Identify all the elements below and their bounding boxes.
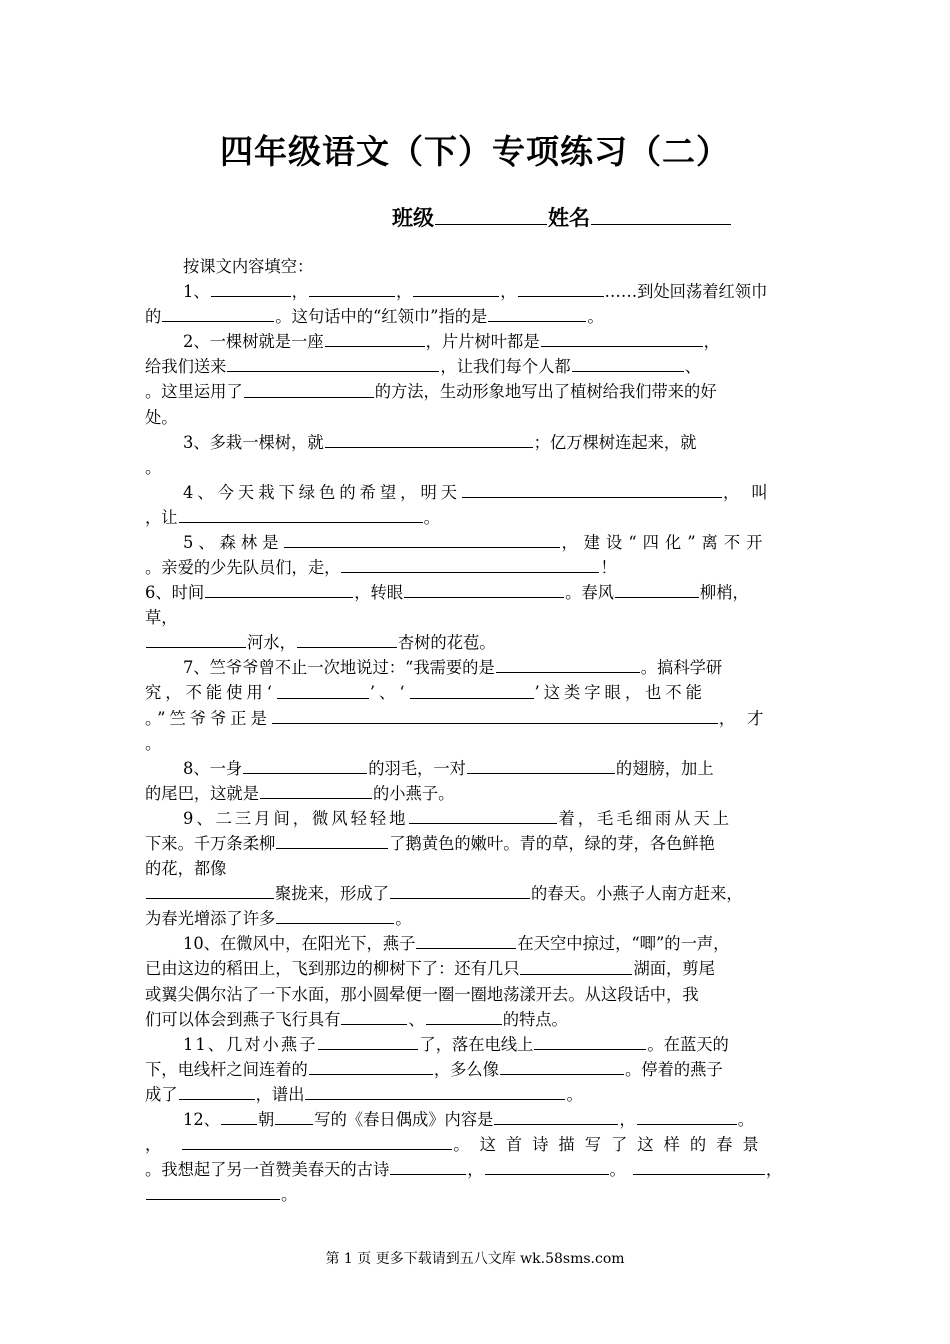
blank[interactable] [146,881,274,899]
question-10-cont: 们可以体会到燕子飞行具有 、 的特点。 [145,1007,807,1032]
blank[interactable] [416,931,516,949]
blank[interactable] [485,1157,609,1175]
question-8-cont: 的尾巴，这就是 的小燕子。 [145,781,807,806]
question-9-cont: 为春光增添了许多 。 [145,906,807,931]
blank[interactable] [426,1007,502,1025]
blank[interactable] [272,706,718,724]
blank[interactable] [488,304,586,322]
blank[interactable] [162,304,274,322]
blank[interactable] [243,756,367,774]
blank[interactable] [318,1032,418,1050]
class-label: 班级 [392,206,434,231]
name-blank[interactable] [591,202,731,225]
question-9-cont: 的花，都像 [145,859,227,879]
blank[interactable] [518,279,604,297]
question-9-cont: 下来。千万条柔柳 了鹅黄色的嫩叶。青的草，绿的芽，各色鲜艳 [145,831,807,856]
question-3: 3、多栽一棵树，就 ；亿万棵树连起来，就 [145,430,807,455]
question-6-cont: 草， [145,608,178,628]
blank[interactable] [325,329,425,347]
question-7-cont: 。 [145,733,162,753]
question-3-cont: 。 [145,457,162,477]
question-9-cont: 聚拢来，形成了 的春天。小燕子人南方赶来， [145,881,807,906]
blank[interactable] [500,1057,624,1075]
blank[interactable] [227,354,439,372]
blank[interactable] [637,1107,737,1125]
class-blank[interactable] [435,202,547,225]
question-12: 12、 朝 写的《春日偶成》内容是 ， 。 [145,1107,807,1132]
question-5-cont: 。亲爱的少先队员们，走， ！ [145,555,807,580]
question-11-cont: 成了 ，谱出 。 [145,1082,807,1107]
question-10-cont: 已由这边的稻田上，飞到那边的柳树下了：还有几只 湖面，剪尾 [145,956,807,981]
blank[interactable] [341,555,599,573]
question-12-cont: 。 [145,1182,807,1207]
blank[interactable] [309,279,395,297]
blank[interactable] [260,781,372,799]
question-12-cont: ， 。这首诗描写了这样的春景 [145,1132,807,1157]
question-8: 8、一身 的羽毛，一对 的翅膀，加上 [145,756,807,781]
intro: 按课文内容填空： [183,257,314,276]
question-5: 5、森林是 ，建设“四化”离不开 [145,530,807,555]
blank[interactable] [146,1182,280,1200]
question-10: 10、在微风中，在阳光下，燕子 在天空中掠过，“唧”的一声， [145,931,807,956]
page-footer: 第 1 页 更多下载请到五八文库 wk.58sms.com [325,1251,625,1267]
blank[interactable] [494,1107,618,1125]
blank[interactable] [615,580,699,598]
blank[interactable] [325,430,533,448]
blank[interactable] [179,505,423,523]
blank[interactable] [179,1082,255,1100]
question-6-cont: 河水， 杏树的花苞。 [145,630,807,655]
blank[interactable] [182,1132,452,1150]
question-2-cont: 。这里运用了 的方法，生动形象地写出了植树给我们带来的好 [145,379,807,404]
blank[interactable] [277,680,369,698]
class-name-line [392,202,732,232]
blank[interactable] [467,756,615,774]
question-7-cont: 究，不能使用‘ ’、‘ ’这类字眼，也不能 [145,680,807,705]
blank[interactable] [462,480,722,498]
blank[interactable] [496,655,640,673]
blank[interactable] [413,279,499,297]
blank[interactable] [341,1007,407,1025]
blank[interactable] [275,1107,313,1125]
blank[interactable] [633,1157,765,1175]
blank[interactable] [221,1107,257,1125]
question-4: 4、今天栽下绿色的希望，明天 ，叫 [145,480,807,505]
blank[interactable] [520,956,632,974]
blank[interactable] [276,906,394,924]
question-2: 2、一棵树就是一座 ，片片树叶都是 ， [145,329,807,354]
question-1-cont: 的 。这句话中的“红领巾”指的是 。 [145,304,807,329]
blank[interactable] [410,680,534,698]
blank[interactable] [244,379,374,397]
question-7: 7、竺爷爷曾不止一次地说过：“我需要的是 。搞科学研 [145,655,807,680]
question-1: 1、 ， ， ， ……到处回荡着红领巾 [145,279,807,304]
name-label: 姓名 [548,206,590,231]
blank[interactable] [534,1032,646,1050]
blank[interactable] [390,881,530,899]
blank[interactable] [409,806,557,824]
question-9: 9、二三月间，微风轻轻地 着，毛毛细雨从天上 [145,806,807,831]
blank[interactable] [284,530,560,548]
question-10-cont: 或翼尖偶尔沾了一下水面，那小圆晕便一圈一圈地荡漾开去。从这段话中，我 [145,984,699,1004]
question-12-cont: 。我想起了另一首赞美春天的古诗 ， 。 ， [145,1157,807,1182]
exercise-content [145,254,807,1207]
question-2-cont: 处。 [145,407,178,427]
question-7-cont: 。”竺爷爷正是 ，才 [145,706,807,731]
question-11: 11、几对小燕子 了，落在电线上 。在蓝天的 [145,1032,807,1057]
question-11-cont: 下，电线杆之间连着的 ，多么像 。停着的燕子 [145,1057,807,1082]
blank[interactable] [305,1082,565,1100]
blank[interactable] [205,580,353,598]
page-title: 四年级语文（下）专项练习（二） [220,132,730,171]
blank[interactable] [211,279,291,297]
blank[interactable] [541,329,703,347]
question-2-cont: 给我们送来 ，让我们每个人都 、 [145,354,807,379]
question-6: 6、时间 ，转眼 。春风 柳梢， [145,580,807,605]
blank[interactable] [572,354,684,372]
blank[interactable] [276,831,388,849]
blank[interactable] [297,630,397,648]
blank[interactable] [146,630,246,648]
blank[interactable] [404,580,564,598]
blank[interactable] [309,1057,433,1075]
blank[interactable] [390,1157,466,1175]
question-4-cont: ，让 。 [145,505,807,530]
